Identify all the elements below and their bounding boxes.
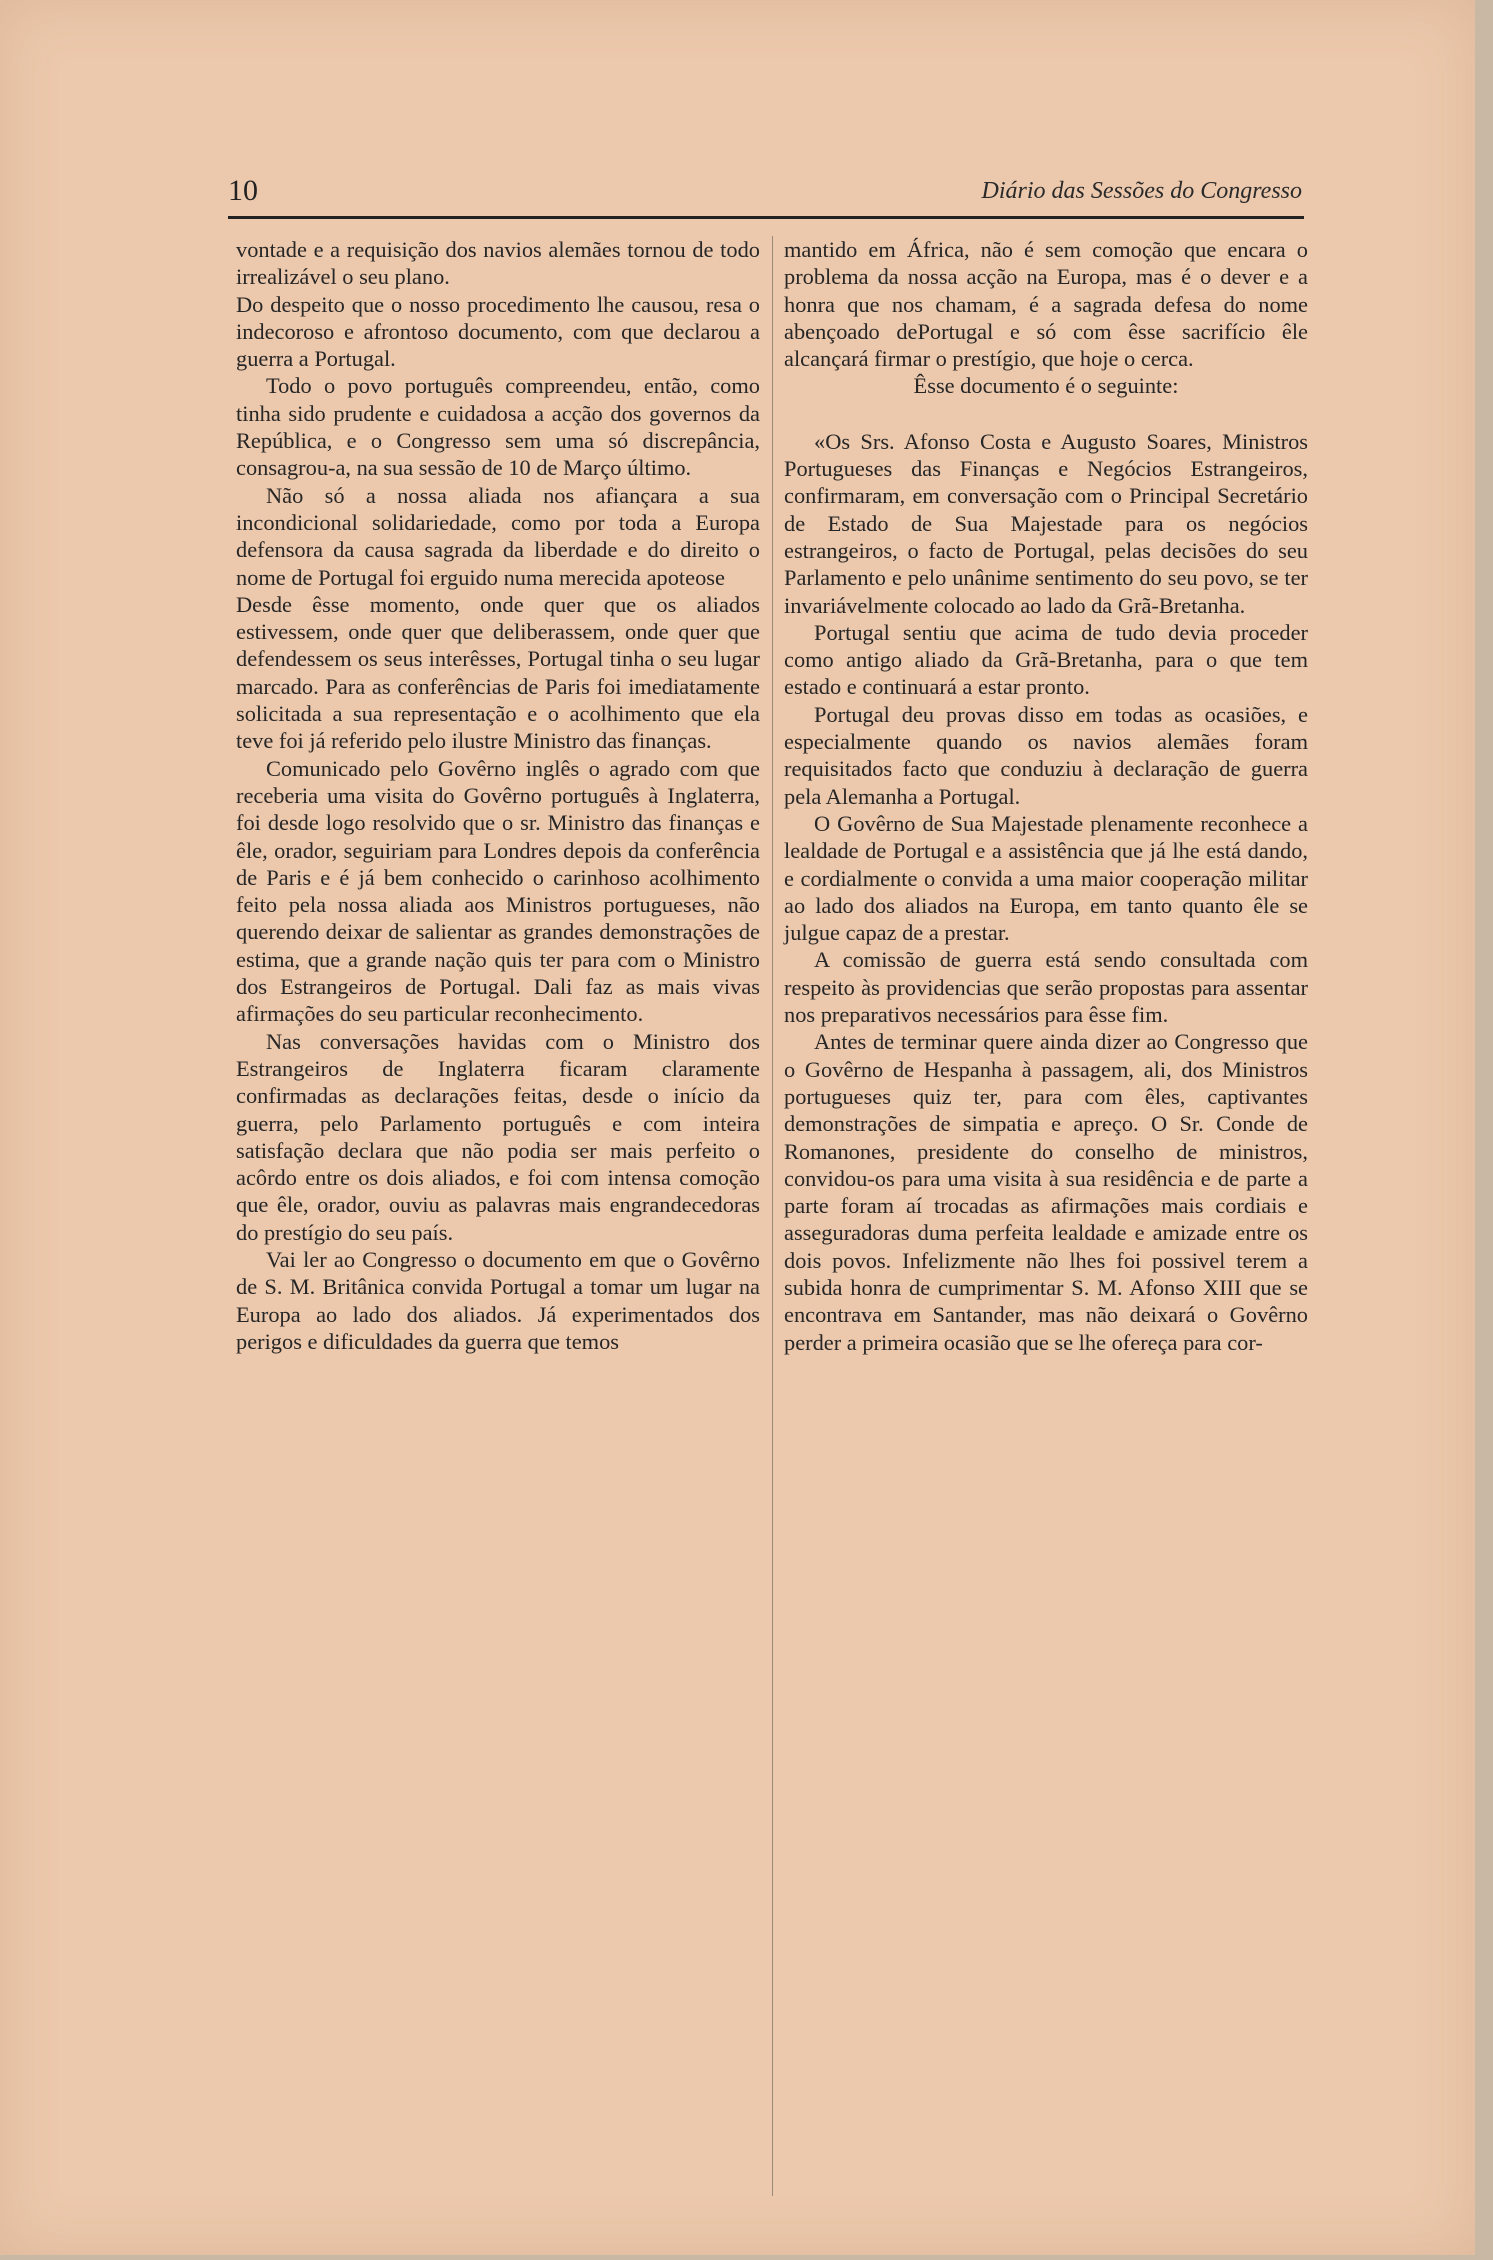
left-column-paragraph: Comunicado pelo Govêrno inglês o agrado com que receberia uma visita do Govêrno português à Inglaterra, foi desde logo resolvido que o sr. Ministro das finanças e êle, orador, seguiriam para Londres depois da conferência de Paris e é já bem conhecido o carinhoso acolhimento feito pela nossa aliada aos Ministros portugueses, não querendo deixar de salientar as grandes demonstrações de estima, que a grande nação quis ter para com o Ministro dos Estrangeiros de Portugal. Dali faz as mais vivas afirmações do seu particular reconhecimento. [236,755,760,1027]
left-column-paragraph: Vai ler ao Congresso o documento em que o Govêrno de S. M. Britânica convida Portugal a tomar um lugar na Europa ao lado dos aliados. Já experimentados dos perigos e dificuldades da guerra que temos [236,1246,760,1354]
right-column-paragraph: Portugal sentiu que acima de tudo devia proceder como antigo aliado da Grã-Bretanha, para o que tem estado e continuará a estar pronto. [784,619,1308,700]
page-header [228,170,1304,219]
left-column-paragraph: Do despeito que o nosso procedimento lhe causou, resa o indecoroso e afrontoso documento, com que declarou a guerra a Portugal. [236,291,760,372]
right-column-paragraph: Portugal deu provas disso em todas as ocasiões, e especialmente quando os navios alemães foram requisitados facto que conduziu à declaração de guerra pela Alemanha a Portugal. [784,701,1308,809]
right-column-paragraph: O Govêrno de Sua Majestade plenamente reconhece a lealdade de Portugal e a assistência que já lhe está dando, e cordialmente o convida a uma maior cooperação militar ao lado dos aliados na Europa, em tanto quanto êle se julgue capaz de a prestar. [784,810,1308,946]
right-column-paragraph: Antes de terminar quere ainda dizer ao Congresso que o Govêrno de Hespanha à passagem, ali, dos Ministros portugueses quiz ter, para com êles, captivantes demonstrações de simpatia e apreço. O Sr. Conde de Romanones, presidente do conselho de ministros, convidou-os para uma visita à sua residência e de parte a parte foram aí trocadas as afirmações mais cordiais e asseguradoras duma perfeita lealdade e amizade entre os dois povos. Infelizmente não lhes foi possivel terem a subida honra de cumprimentar S. M. Afonso XIII que se encontrava em Santander, mas não deixará o Govêrno perder a primeira ocasião que se lhe ofereça para cor- [784,1029,1308,1355]
left-column-paragraph: Nas conversações havidas com o Ministro dos Estrangeiros de Inglaterra ficaram claramente confirmadas as declarações feitas, desde o início da guerra, pelo Parlamento português e com inteira satisfação declara que não podia ser mais perfeito o acôrdo entre os dois aliados, e foi com intensa comoção que êle, orador, ouviu as palavras mais engrandecedoras do prestígio do seu país. [236,1028,760,1245]
right-column-paragraph: Êsse documento é o seguinte: [913,373,1179,399]
right-column-paragraph: mantido em África, não é sem comoção que encara o problema da nossa acção na Europa, mas é o dever e a honra que nos chamam, é a sagrada defesa do nome abençoado dePortugal e só com êsse sacrifício êle alcançará firmar o prestígio, que hoje o cerca. [784,237,1308,372]
right-column [784,236,1308,1356]
right-column-paragraph: «Os Srs. Afonso Costa e Augusto Soares, Ministros Portugueses das Finanças e Negócios Estrangeiros, confirmaram, em conversação com o Principal Secretário de Estado de Sua Majestade para os negócios estrangeiros, o facto de Portugal, pelas decisões do seu Parlamento e pelo unânime sentimento do seu povo, se ter invariávelmente colocado ao lado da Grã-Bretanha. [784,428,1308,618]
left-column-paragraph: vontade e a requisição dos navios alemães tornou de todo irrealizável o seu plano. [236,237,760,290]
journal-title: Diário das Sessões do Congresso [981,178,1302,204]
left-column-paragraph: Todo o povo português compreendeu, então, como tinha sido prudente e cuidadosa a acção dos governos da República, e o Congresso sem uma só discrepância, consagrou-a, na sua sessão de 10 de Março último. [236,373,760,481]
page-number: 10 [228,174,258,207]
left-column-paragraph: Desde êsse momento, onde quer que os aliados estivessem, onde quer que deliberassem, onde quer que defendessem os seus interêsses, Portugal tinha o seu lugar marcado. Para as conferências de Paris foi imediatamente solicitada a sua representação e o acolhimento que ela teve foi já referido pelo ilustre Ministro das finanças. [236,591,760,754]
right-column-paragraph: A comissão de guerra está sendo consultada com respeito às providencias que serão propostas para assentar nos preparativos necessários para êsse fim. [784,947,1308,1028]
left-column [236,236,760,1355]
column-divider [772,236,773,2196]
left-column-paragraph: Não só a nossa aliada nos afiançara a sua incondicional solidariedade, como por toda a Europa defensora da causa sagrada da liberdade e do direito o nome de Portugal foi erguido numa merecida apoteose [236,482,760,590]
